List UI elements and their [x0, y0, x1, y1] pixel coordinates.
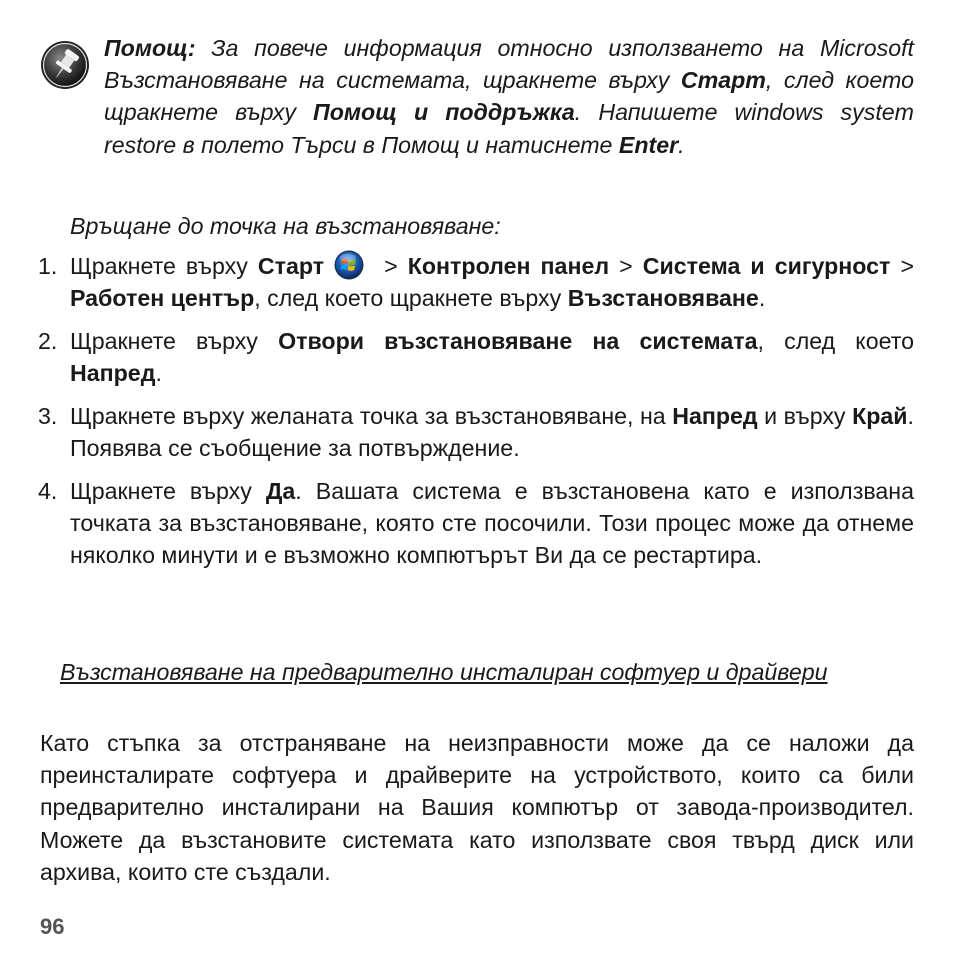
step-number: 1. [38, 253, 58, 279]
step-text: Щракнете върху желаната точка за възстановяване, на [70, 402, 673, 429]
note-text: , след което щракнете върху [104, 67, 914, 126]
note-bold-help-support: Помощ и поддръжка [313, 99, 575, 126]
step-bold: Да [265, 477, 296, 504]
step-text: . [155, 360, 162, 387]
step-bold: Отвори възстановяване на системата [278, 327, 758, 354]
step-bold: Напред [70, 360, 156, 387]
step-text: и върху [757, 402, 853, 429]
step-item [38, 400, 914, 464]
note-text: . [678, 131, 685, 158]
note-label: Помощ: [104, 35, 196, 61]
step-text: Щракнете върху [70, 327, 279, 354]
step-text: , след което [757, 327, 914, 354]
step-text: Щракнете върху [70, 253, 258, 279]
step-bold: Възстановяване [567, 285, 759, 312]
page-number: 96 [40, 914, 65, 939]
step-text: . [758, 285, 766, 312]
step-text: Щракнете върху [70, 477, 266, 504]
step-item [38, 475, 914, 572]
step-bold: Край [852, 402, 908, 429]
step-bold: Контролен панел [407, 253, 610, 279]
step-text: > [609, 253, 643, 279]
note-bold-start: Старт [680, 67, 766, 94]
step-bold: Старт [257, 253, 325, 279]
windows-start-orb-icon [334, 250, 364, 280]
step-text: , след което щракнете върху [254, 285, 568, 312]
step-text: . Появява се съобщение за потвърждение. [70, 402, 914, 462]
step-number: 3. [38, 402, 58, 429]
step-item [38, 250, 914, 314]
step-item [38, 325, 914, 389]
note-bold-enter: Enter [618, 131, 679, 158]
step-text: > [374, 253, 408, 279]
pushpin-icon [40, 40, 90, 90]
note-text: За повече информация относно използването на Microsoft Възстановяване на системата, щракнете върху [104, 35, 914, 94]
steps-list [38, 250, 914, 582]
help-note [104, 32, 914, 161]
step-text: > [890, 253, 915, 279]
section-title: Възстановяване на предварително инсталиран софтуер и драйвери [60, 659, 828, 685]
body-paragraph: Като стъпка за отстраняване на неизправности може да се наложи да преинсталирате софтуера и драйверите на устройството, които са били предварително инсталирани на Вашия компютър от завода-производител. Можете да възстановите системата като използвате своя твърд диск или архива, които сте създали. [40, 730, 914, 885]
step-number: 2. [38, 327, 58, 354]
step-bold: Система и сигурност [642, 253, 891, 279]
restore-point-subheading: Връщане до точка на възстановяване: [70, 213, 501, 239]
step-text: . Вашата система е възстановена като е използвана точката за възстановяване, която сте посочили. Този процес може да отнеме няколко минути и е възможно компютърът Ви да се рестартира. [70, 477, 914, 569]
step-bold: Работен център [70, 285, 255, 312]
step-bold: Напред [672, 402, 758, 429]
note-text: . Напишете windows system restore в полето Търси в Помощ и натиснете [104, 99, 914, 158]
step-number: 4. [38, 477, 58, 504]
